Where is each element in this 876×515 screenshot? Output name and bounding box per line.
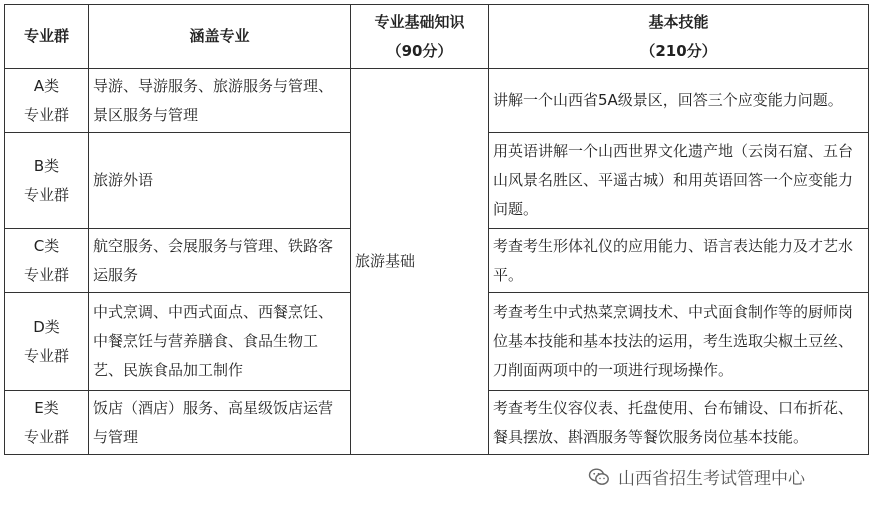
exam-content-table [4,4,869,455]
header-knowledge [351,5,489,69]
skills-cell: 讲解一个山西省5A级景区，回答三个应变能力问题。 [489,69,869,133]
header-knowledge-score: （90分） [386,41,453,60]
group-suffix: 专业群 [23,105,69,124]
group-label: C类 [33,236,60,255]
majors-cell: 导游、导游服务、旅游服务与管理、景区服务与管理 [89,69,351,133]
group-label: A类 [33,76,60,95]
group-cell [5,133,89,229]
group-suffix: 专业群 [23,265,69,284]
group-cell [5,293,89,391]
majors-cell: 饭店（酒店）服务、高星级饭店运营与管理 [89,391,351,455]
group-suffix: 专业群 [23,427,69,446]
header-majors: 涵盖专业 [89,5,351,69]
header-skills-title: 基本技能 [648,12,709,31]
group-cell [5,69,89,133]
watermark [588,464,805,489]
header-knowledge-title: 专业基础知识 [374,12,465,31]
group-suffix: 专业群 [23,346,69,365]
group-label: E类 [34,398,59,417]
group-cell [5,229,89,293]
group-label: D类 [33,317,60,336]
header-skills-score: （210分） [640,41,717,60]
group-label: B类 [33,156,60,175]
majors-cell: 旅游外语 [89,133,351,229]
skills-cell: 考查考生仪容仪表、托盘使用、台布铺设、口布折花、餐具摆放、斟酒服务等餐饮服务岗位基本技能。 [489,391,869,455]
table-row [5,69,869,133]
majors-cell: 航空服务、会展服务与管理、铁路客运服务 [89,229,351,293]
majors-cell: 中式烹调、中西式面点、西餐烹饪、中餐烹饪与营养膳食、食品生物工艺、民族食品加工制作 [89,293,351,391]
group-cell [5,391,89,455]
skills-cell: 考查考生中式热菜烹调技术、中式面食制作等的厨师岗位基本技能和基本技法的运用，考生选取尖椒土豆丝、刀削面两项中的一项进行现场操作。 [489,293,869,391]
skills-cell: 考查考生形体礼仪的应用能力、语言表达能力及才艺水平。 [489,229,869,293]
wechat-icon [588,466,610,488]
skills-cell: 用英语讲解一个山西世界文化遗产地（云岗石窟、五台山风景名胜区、平遥古城）和用英语回答一个应变能力问题。 [489,133,869,229]
header-row [5,5,869,69]
knowledge-cell: 旅游基础 [351,69,489,455]
header-skills [489,5,869,69]
group-suffix: 专业群 [23,185,69,204]
header-group: 专业群 [5,5,89,69]
watermark-text: 山西省招生考试管理中心 [618,469,805,489]
